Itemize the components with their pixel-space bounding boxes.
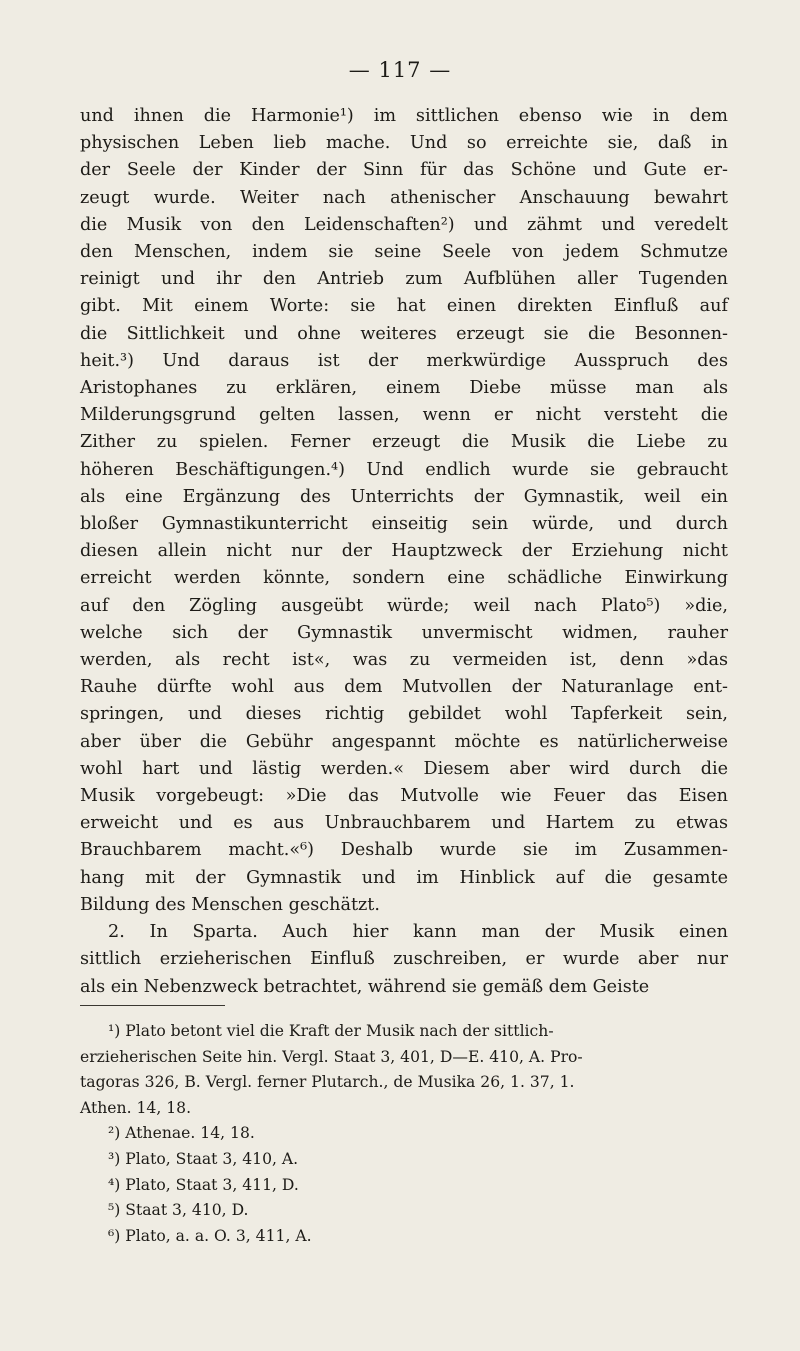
footnote-5: ⁵) Staat 3, 410, D. <box>108 1201 249 1220</box>
text-line: springen, und dieses richtig gebildet wohl Tapferkeit sein, <box>80 704 728 725</box>
footnote-1: ¹) Plato betont viel die Kraft der Musik nach der sittlich- <box>108 1022 554 1040</box>
text-line: heit.³) Und daraus ist der merkwürdige Ausspruch des <box>80 350 728 371</box>
text-line: den Menschen, indem sie seine Seele von jedem Schmutze <box>80 242 728 263</box>
footnote-3: ³) Plato, Staat 3, 410, A. <box>108 1149 299 1168</box>
text-line: als ein Nebenzweck betrachtet, während sie gemäß dem Geiste <box>80 976 650 997</box>
footnote-4: ⁴) Plato, Staat 3, 411, D. <box>108 1175 299 1194</box>
page-number: — 117 — <box>348 58 452 82</box>
text-line: Aristophanes zu erklären, einem Diebe müsse man als <box>80 378 728 399</box>
text-line: wohl hart und lästig werden.« Diesem aber wird durch die <box>80 758 728 779</box>
text-line: als eine Ergänzung des Unterrichts der Gymnastik, weil ein <box>80 486 728 507</box>
text-line: diesen allein nicht nur der Hauptzweck der Erziehung nicht <box>80 541 728 562</box>
text-line: reinigt und ihr den Antrieb zum Aufblühen aller Tugenden <box>80 269 728 290</box>
text-line: bloßer Gymnastikunterricht einseitig sein würde, und durch <box>80 514 728 535</box>
text-line: erreicht werden könnte, sondern eine schädliche Einwirkung <box>80 568 728 589</box>
text-line: gibt. Mit einem Worte: sie hat einen direkten Einfluß auf <box>80 296 728 317</box>
text-line: zeugt wurde. Weiter nach athenischer Anschauung bewahrt <box>80 187 728 208</box>
text-line: aber über die Gebühr angespannt möchte es natürlicherweise <box>80 731 728 752</box>
text-line: der Seele der Kinder der Sinn für das Schöne und Gute er- <box>80 160 728 181</box>
footnote-2: ²) Athenae. 14, 18. <box>108 1124 255 1143</box>
text-line: welche sich der Gymnastik unvermischt widmen, rauher <box>80 622 728 643</box>
footnote-1-cont: erzieherischen Seite hin. Vergl. Staat 3, 401, D—E. 410, A. Pro- <box>80 1047 583 1066</box>
text-line: werden, als recht ist«, was zu vermeiden ist, denn »das <box>80 650 728 671</box>
text-line: auf den Zögling ausgeübt würde; weil nach Plato⁵) »die, <box>80 595 728 616</box>
text-line: Brauchbarem macht.«⁶) Deshalb wurde sie im Zusammen- <box>80 840 728 861</box>
text-line: Zither zu spielen. Ferner erzeugt die Musik die Liebe zu <box>80 432 728 453</box>
text-line: Bildung des Menschen geschätzt. <box>80 894 380 915</box>
text-line: Musik vorgebeugt: »Die das Mutvolle wie Feuer das Eisen <box>80 786 728 807</box>
text-line: und ihnen die Harmonie¹) im sittlichen ebenso wie in dem <box>80 106 728 126</box>
text-line: sittlich erzieherischen Einfluß zuschreiben, er wurde aber nur <box>80 949 728 970</box>
text-line: höheren Beschäftigungen.⁴) Und endlich wurde sie gebraucht <box>80 459 728 480</box>
text-line: hang mit der Gymnastik und im Hinblick auf die gesamte <box>80 867 728 888</box>
footnote-1-cont: tagoras 326, B. Vergl. ferner Plutarch., de Musika 26, 1. 37, 1. <box>80 1073 575 1092</box>
text-line: die Musik von den Leidenschaften²) und zähmt und veredelt <box>80 214 728 235</box>
footnotes <box>80 1019 728 1249</box>
footnote-6: ⁶) Plato, a. a. O. 3, 411, A. <box>108 1226 312 1245</box>
text-line: die Sittlichkeit und ohne weiteres erzeugt sie die Besonnen- <box>80 323 728 344</box>
footnote-divider <box>80 1005 225 1006</box>
footnote-1-cont: Athen. 14, 18. <box>80 1098 192 1117</box>
text-line: Rauhe dürfte wohl aus dem Mutvollen der Naturanlage ent- <box>80 677 728 698</box>
text-line: Milderungsgrund gelten lassen, wenn er nicht versteht die <box>80 405 728 426</box>
section-heading-line: 2. In Sparta. Auch hier kann man der Musik einen <box>108 922 728 943</box>
text-line: erweicht und es aus Unbrauchbarem und Hartem zu etwas <box>80 813 728 834</box>
main-text <box>80 103 728 1001</box>
text-line: physischen Leben lieb mache. Und so erreichte sie, daß in <box>80 133 728 154</box>
